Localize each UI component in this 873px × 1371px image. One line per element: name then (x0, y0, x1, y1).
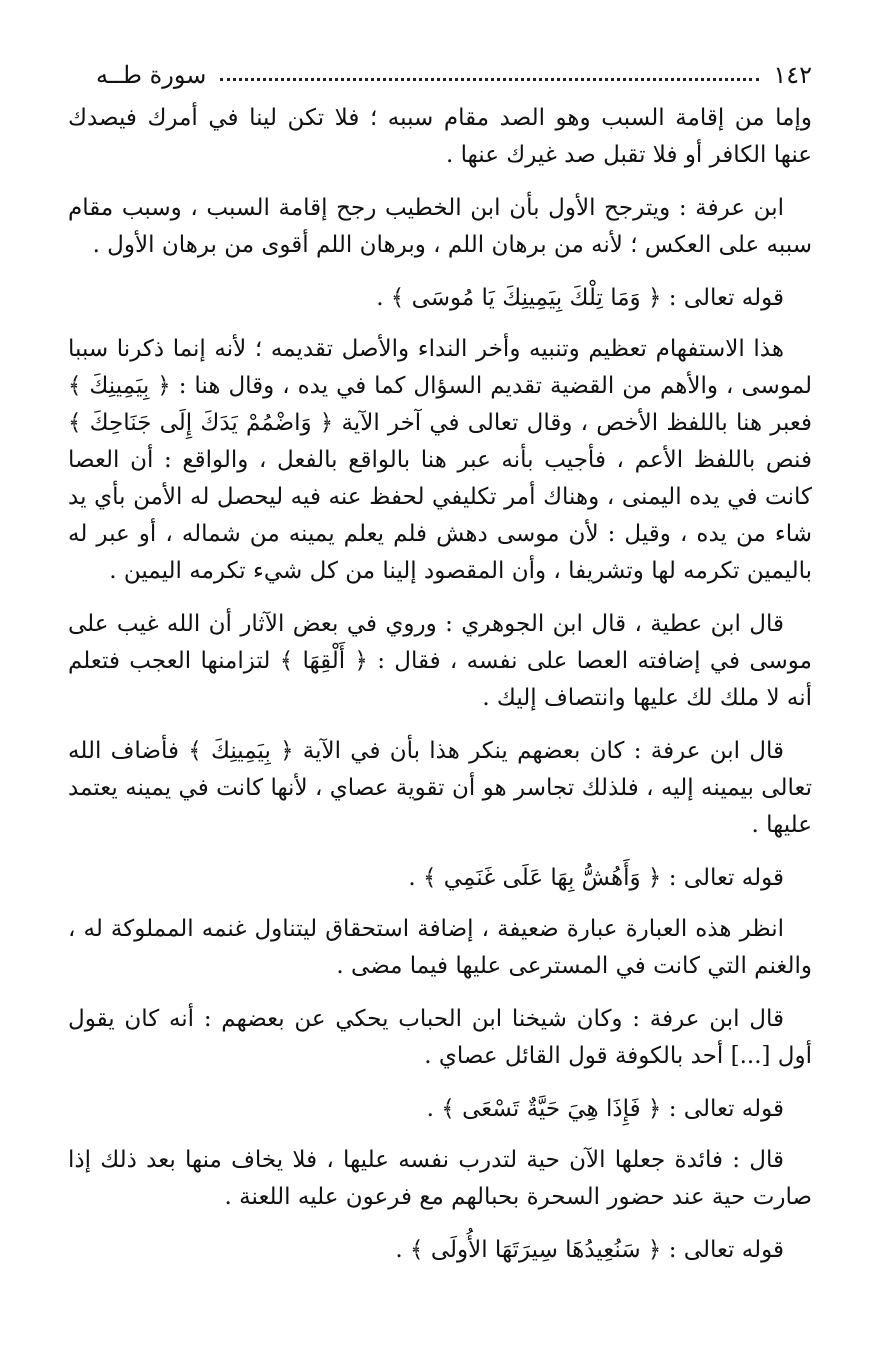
verse-heading: قوله تعالى : ﴿ وَمَا تِلْكَ بِيَمِينِكَ يَا مُوسَى ﴾ . (376, 285, 784, 311)
verse-heading: قوله تعالى : ﴿ فَإِذَا هِيَ حَيَّةٌ تَسْعَى ﴾ . (426, 1096, 784, 1122)
paragraph: قال : فائدة جعلها الآن حية لتدرب نفسه عليها ، فلا يخاف منها بعد ذلك إذا صارت حية عند حضور السحرة بحبالهم مع فرعون عليه اللعنة . (68, 1147, 812, 1210)
paragraph: قال ابن عرفة : وكان شيخنا ابن الحباب يحكي عن بعضهم : أنه كان يقول أول [...] أحد بالكوفة قول القائل عصاي . (68, 1006, 812, 1069)
verse-heading: قوله تعالى : ﴿ سَنُعِيدُهَا سِيرَتَهَا الأُولَى ﴾ . (395, 1237, 784, 1263)
paragraph: قال ابن عرفة : كان بعضهم ينكر هذا بأن في الآية ﴿ بِيَمِينِكَ ﴾ فأضاف الله تعالى بيمينه إليه ، فلذلك تجاسر هو أن تقوية عصاي ، لأنها كانت في يمينه يعتمد عليها . (68, 738, 812, 838)
paragraph: هذا الاستفهام تعظيم وتنبيه وأخر النداء والأصل تقديمه ؛ لأنه إنما ذكرنا سببا لموسى ، والأهم من القضية تقديم السؤال كما في يده ، وقال هنا : ﴿ بِيَمِينِكَ ﴾ فعبر هنا باللفظ الأخص ، وقال تعالى في آخر الآية ﴿ وَاضْمُمْ يَدَكَ إِلَى جَنَاحِكَ ﴾ فنص باللفظ الأعم ، فأجيب بأنه عبر هنا بالواقع بالفعل ، والواقع : أن العصا كانت في يده اليمنى ، وهناك أمر تكليفي لحفظ عنه فيه ليحصل له الأمن بأي يد شاء من يده ، وقيل : لأن موسى دهش فلم يعلم يمينه من شماله ، أو عبر له باليمين تكرمه لها وتشريفا ، وأن المقصود إلينا من كل شيء تكرمه اليمين . (68, 336, 812, 584)
paragraph: قال ابن عطية ، قال ابن الجوهري : وروي في بعض الآثار أن الله غيب على موسى في إضافته العصا على نفسه ، فقال : ﴿ أَلْقِهَا ﴾ لتزامنها العجب فتعلم أنه لا ملك لك عليها وانتصاف إليك . (68, 611, 812, 711)
verse-heading: قوله تعالى : ﴿ وَأَهُشُّ بِهَا عَلَى غَنَمِي ﴾ . (408, 865, 784, 891)
surah-title: سورة طــه (96, 61, 207, 89)
page-body (68, 100, 812, 1283)
page-number: ١٤٢ (773, 61, 812, 89)
page-header (96, 50, 812, 90)
header-dotted-leader (220, 78, 759, 81)
paragraph: ابن عرفة : ويترجح الأول بأن ابن الخطيب رجح إقامة السبب ، وسبب مقام سببه على العكس ؛ لأنه من برهان اللم ، وبرهان اللم أقوى من برهان الأول . (68, 195, 812, 258)
paragraph: انظر هذه العبارة عبارة ضعيفة ، إضافة استحقاق ليتناول غنمه المملوكة له ، والغنم التي كانت في المسترعى عليها فيما مضى . (68, 916, 812, 979)
paragraph: وإما من إقامة السبب وهو الصد مقام سببه ؛ فلا تكن لينا في أمرك فيصدك عنها الكافر أو فلا تقبل صد غيرك عنها . (68, 105, 812, 168)
